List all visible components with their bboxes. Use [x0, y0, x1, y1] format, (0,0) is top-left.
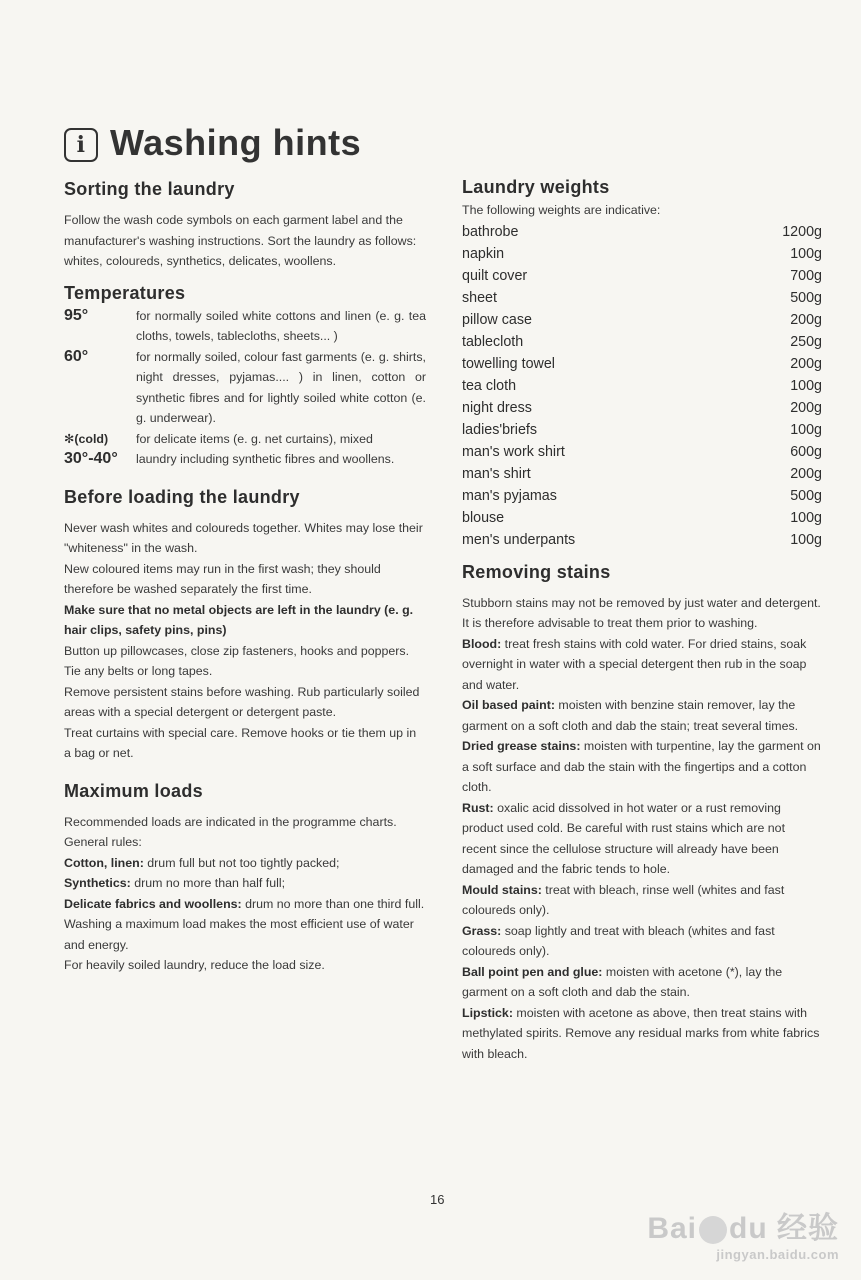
stain-term: Rust:: [462, 800, 494, 815]
weight-item: man's shirt: [462, 465, 531, 482]
stain-term: Mould stains:: [462, 882, 542, 897]
weight-row: [462, 331, 822, 353]
stains-intro: Stubborn stains may not be removed by just water and detergent. It is therefore advisable to treat them prior to washing.: [462, 595, 821, 630]
before-loading-text: Button up pillowcases, close zip fasteners, hooks and poppers. Tie any belts or long tapes.: [64, 643, 410, 678]
weight-item: napkin: [462, 245, 505, 262]
stain-item: [462, 1003, 822, 1065]
metal-objects-warning: Make sure that no metal objects are left in the laundry (e. g. hair clips, safety pins, pins): [64, 602, 414, 637]
right-column: [462, 174, 822, 1064]
stain-text: soap lightly and treat with bleach (whites and fast coloureds only).: [462, 923, 775, 958]
weights-intro: The following weights are indicative:: [462, 203, 661, 217]
watermark-logo-right: du 经验: [729, 1212, 839, 1245]
before-loading-text: Never wash whites and coloureds together. Whites may lose their "whiteness" in the wash.: [64, 520, 423, 555]
weight-row: [462, 463, 822, 485]
before-loading-text: Treat curtains with special care. Remove hooks or tie them up in a bag or net.: [64, 725, 417, 760]
watermark: [647, 1203, 839, 1262]
page-title: [64, 122, 361, 164]
weight-item: towelling towel: [462, 355, 555, 372]
weight-item: bathrobe: [462, 223, 519, 240]
weight-row: [462, 221, 822, 243]
rule-text: drum full but not too tightly packed;: [143, 855, 340, 870]
before-loading-text: New coloured items may run in the first wash; they should therefore be washed separately the first time.: [64, 561, 381, 596]
watermark-url: jingyan.baidu.com: [716, 1247, 839, 1262]
weight-row: [462, 243, 822, 265]
max-loads-text: For heavily soiled laundry, reduce the load size.: [64, 958, 325, 972]
watermark-logo-left: Bai: [647, 1212, 697, 1245]
weight-row: [462, 441, 822, 463]
weight-item: night dress: [462, 399, 532, 416]
weight-value: 100g: [790, 421, 822, 438]
weight-row: [462, 309, 822, 331]
temperatures-heading: Temperatures: [64, 282, 186, 303]
rule-term: Cotton, linen:: [64, 855, 144, 870]
max-loads-rule: [64, 894, 426, 915]
stain-term: Lipstick:: [462, 1005, 513, 1020]
weights-heading: Laundry weights: [462, 177, 610, 197]
weight-value: 200g: [790, 311, 822, 328]
stain-item: [462, 880, 822, 921]
temperature-label: 30°-40°: [64, 450, 118, 467]
weight-row: [462, 507, 822, 529]
stain-item: [462, 921, 822, 962]
temperature-row: [64, 306, 426, 347]
weight-value: 100g: [790, 509, 822, 526]
weight-item: blouse: [462, 509, 505, 526]
sorting-body: Follow the wash code symbols on each garment label and the manufacturer's washing instructions. Sort the laundry as follows:: [64, 213, 417, 248]
weight-row: [462, 529, 822, 551]
page-number: 16: [430, 1192, 445, 1207]
section-before-loading: [64, 484, 426, 764]
section-sorting: [64, 176, 426, 272]
weight-value: 200g: [790, 465, 822, 482]
weight-value: 1200g: [782, 223, 822, 240]
stain-text: moisten with acetone as above, then treat stains with methylated spirits. Remove any residual marks from white fabrics with bleach.: [462, 1005, 820, 1061]
sorting-list: whites, coloureds, synthetics, delicates, woollens.: [64, 254, 337, 268]
weight-value: 100g: [790, 377, 822, 394]
weight-row: [462, 353, 822, 375]
weight-item: pillow case: [462, 311, 532, 328]
weight-item: tablecloth: [462, 333, 524, 350]
weight-row: [462, 287, 822, 309]
weight-row: [462, 485, 822, 507]
max-loads-heading: Maximum loads: [64, 780, 203, 801]
weight-item: quilt cover: [462, 267, 528, 284]
rule-text: drum no more than half full;: [130, 876, 286, 890]
weight-value: 200g: [790, 355, 822, 372]
weight-item: ladies'briefs: [462, 421, 538, 438]
section-stains: [462, 559, 822, 1065]
weight-item: man's work shirt: [462, 443, 565, 460]
weight-row: [462, 397, 822, 419]
stain-text: oxalic acid dissolved in hot water or a rust removing product used cold. Be careful with rust stains which are not recent since the cellulose structure will already have been damaged and the fabric tends to hole.: [462, 800, 786, 876]
page-title-text: Washing hints: [110, 122, 362, 163]
weight-value: 600g: [790, 443, 822, 460]
stain-text: treat fresh stains with cold water. For dried stains, soak overnight in water with a special detergent then rub in the soap and water.: [462, 636, 807, 692]
weight-item: men's underpants: [462, 531, 576, 548]
sorting-heading: Sorting the laundry: [64, 179, 235, 199]
weight-value: 250g: [790, 333, 822, 350]
weight-value: 100g: [790, 531, 822, 548]
weights-table: [462, 221, 822, 551]
temperature-text: for delicate items (e. g. net curtains), mixed: [136, 431, 373, 446]
stain-item: [462, 695, 822, 736]
watermark-logo: [647, 1203, 839, 1247]
stains-heading: Removing stains: [462, 561, 611, 582]
weight-value: 100g: [790, 245, 822, 262]
weight-value: 500g: [790, 487, 822, 504]
weight-item: man's pyjamas: [462, 487, 557, 504]
paw-icon: [699, 1216, 727, 1244]
weight-value: 500g: [790, 289, 822, 306]
left-column: [64, 176, 426, 976]
section-weights: [462, 174, 822, 551]
weight-row: [462, 265, 822, 287]
stain-term: Ball point pen and glue:: [462, 964, 603, 979]
stain-item: [462, 798, 822, 880]
stain-term: Oil based paint:: [462, 698, 555, 712]
stain-term: Blood:: [462, 636, 502, 651]
weight-row: [462, 375, 822, 397]
temperature-text: for normally soiled white cottons and linen (e. g. tea cloths, towels, tablecloths, sheets... ): [136, 308, 426, 343]
weight-item: sheet: [462, 289, 497, 306]
stain-term: Grass:: [462, 923, 502, 938]
before-loading-text: Remove persistent stains before washing. Rub particularly soiled areas with a special detergent or detergent paste.: [64, 684, 420, 719]
weight-value: 200g: [790, 399, 822, 416]
max-loads-rule: [64, 853, 426, 874]
max-loads-text: Recommended loads are indicated in the programme charts.: [64, 814, 397, 829]
stain-text: moisten with benzine stain remover, lay the garment on a soft cloth and dab the stain; treat several times.: [462, 698, 799, 733]
weight-value: 700g: [790, 267, 822, 284]
max-loads-text: General rules:: [64, 835, 142, 849]
stain-term: Dried grease stains:: [462, 739, 581, 753]
stain-text: moisten with turpentine, lay the garment on a soft surface and dab the stain with the fingertips and a cotton cloth.: [462, 739, 821, 794]
temperature-row: [64, 347, 426, 429]
temperature-text: laundry including synthetic fibres and woollens.: [136, 452, 395, 466]
before-loading-heading: Before loading the laundry: [64, 486, 300, 507]
temperature-text: for normally soiled, colour fast garments (e. g. shirts, night dresses, pyjamas.... ) in linen, cotton or synthetic fibres and for lightly soiled white cotton (e. g. underwear).: [136, 349, 426, 425]
stain-item: [462, 634, 822, 696]
rule-term: Synthetics:: [64, 876, 131, 890]
info-icon: i: [64, 128, 98, 162]
weight-item: tea cloth: [462, 377, 517, 394]
rule-text: drum no more than one third full.: [241, 896, 425, 911]
temperature-row: [64, 449, 426, 470]
stain-item: [462, 962, 822, 1003]
stain-item: [462, 736, 822, 798]
weight-row: [462, 419, 822, 441]
section-temperatures: [64, 280, 426, 470]
temperature-label: 95°: [64, 306, 89, 324]
max-loads-text: Washing a maximum load makes the most efficient use of water and energy.: [64, 917, 414, 952]
temperature-row: [64, 429, 426, 450]
section-max-loads: [64, 778, 426, 976]
stain-text: moisten with acetone (*), lay the garment on a soft cloth and dab the stain.: [462, 964, 783, 999]
rule-term: Delicate fabrics and woollens:: [64, 896, 242, 911]
temperature-label: 60°: [64, 347, 89, 365]
max-loads-rule: [64, 873, 426, 894]
stain-text: treat with bleach, rinse well (whites and fast coloureds only).: [462, 882, 785, 917]
temperature-label: ✻(cold): [64, 431, 109, 446]
